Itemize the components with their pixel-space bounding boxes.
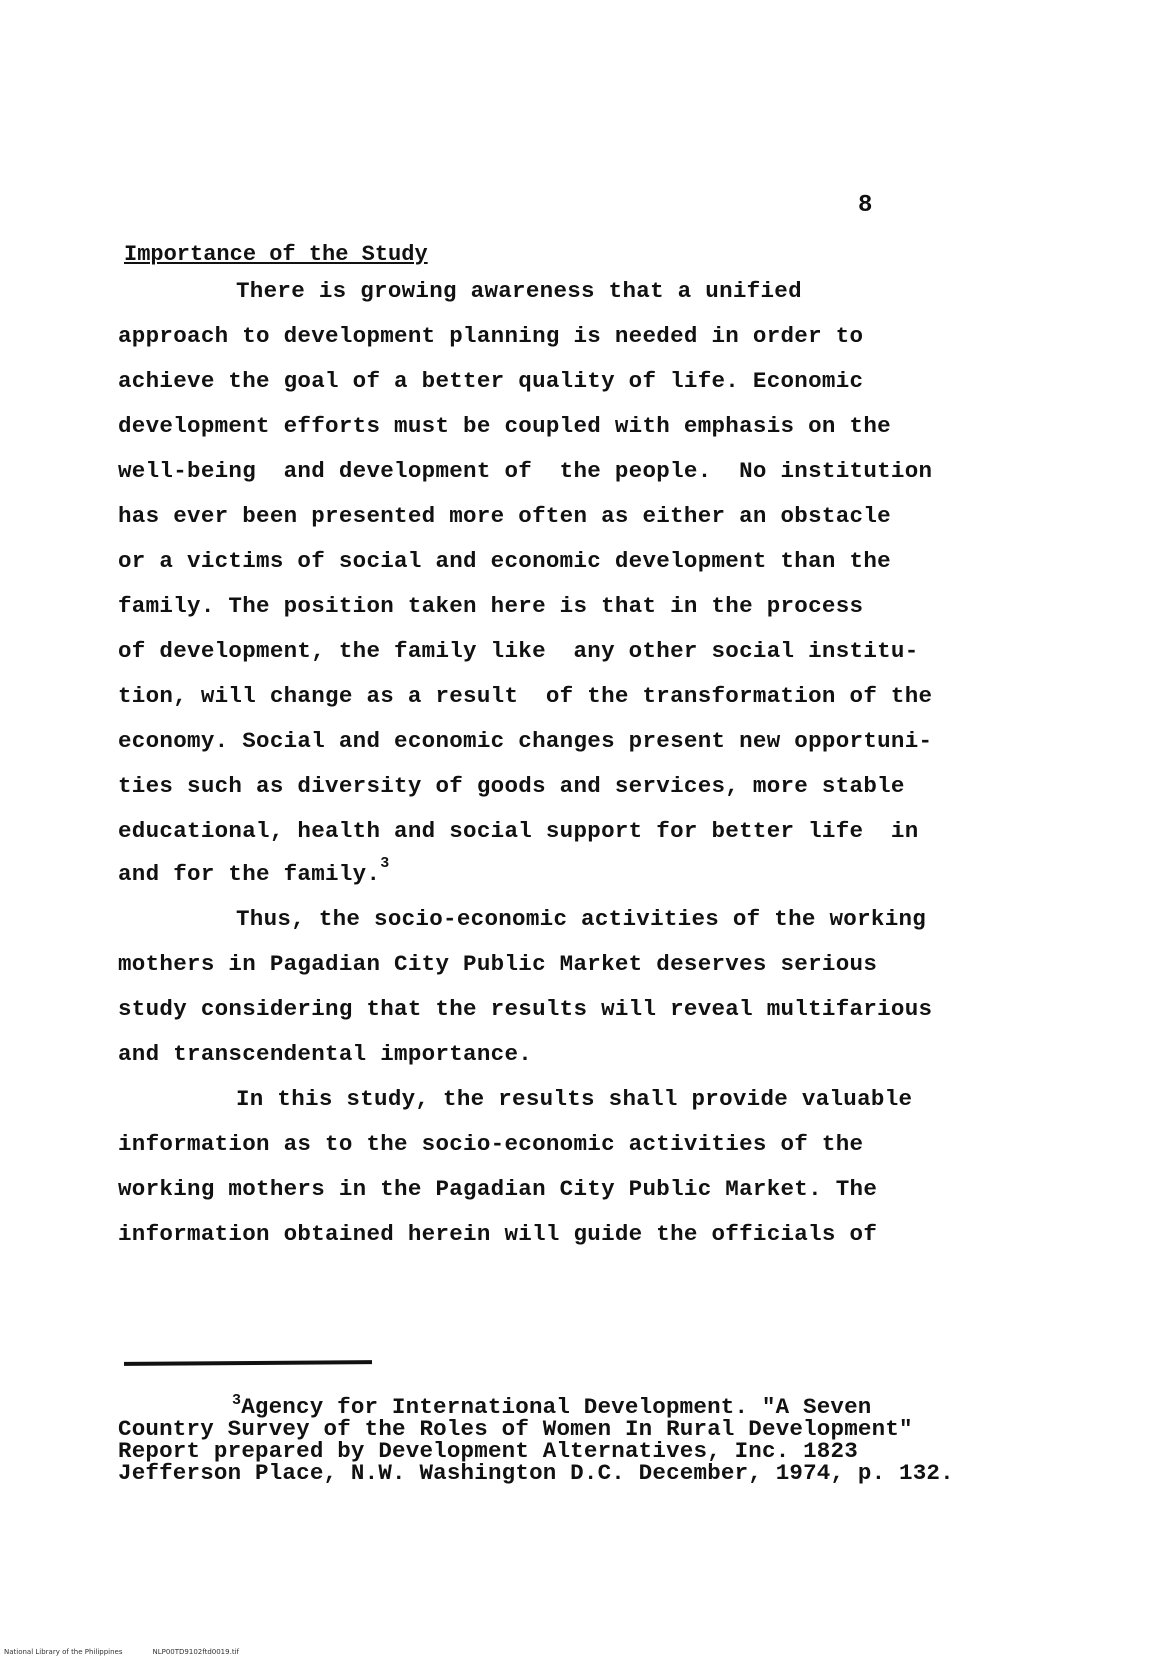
body-line: study considering that the results will reveal multifarious [118, 996, 933, 1022]
body-line: working mothers in the Pagadian City Public Market. The [118, 1176, 878, 1202]
body-line-text: and for the family. [118, 861, 381, 887]
body-line: Thus, the socio-economic activities of the working [236, 906, 927, 932]
scan-footer [4, 1648, 269, 1656]
body-line: well-being and development of the people. No institution [118, 458, 933, 484]
footnote-line: Jefferson Place, N.W. Washington D.C. December, 1974, p. 132. [118, 1460, 954, 1486]
body-line: tion, will change as a result of the transformation of the [118, 683, 933, 709]
body-line: has ever been presented more often as either an obstacle [118, 503, 891, 529]
footnote-line-text: Agency for International Development. "A Seven [241, 1394, 872, 1420]
footnote-line: Report prepared by Development Alternatives, Inc. 1823 [118, 1438, 858, 1464]
footnote-line [232, 1392, 872, 1420]
footnote-separator [124, 1360, 372, 1366]
footnote-line: Country Survey of the Roles of Women In Rural Development" [118, 1416, 913, 1442]
library-name: National Library of the Philippines [4, 1648, 123, 1656]
body-line: of development, the family like any other social institu- [118, 638, 919, 664]
body-line: There is growing awareness that a unified [236, 278, 802, 304]
body-line: information as to the socio-economic activities of the [118, 1131, 864, 1157]
body-line: economy. Social and economic changes present new opportuni- [118, 728, 933, 754]
file-id: NLP00TD9102ftd0019.tif [152, 1648, 239, 1656]
body-line: or a victims of social and economic development than the [118, 548, 891, 574]
section-heading: Importance of the Study [124, 242, 428, 267]
body-line-with-footnote-ref [118, 855, 390, 887]
body-line: and transcendental importance. [118, 1041, 533, 1067]
body-line: mothers in Pagadian City Public Market deserves serious [118, 951, 878, 977]
page-number: 8 [858, 192, 873, 219]
body-line: approach to development planning is needed in order to [118, 323, 864, 349]
footnote-reference: 3 [380, 855, 390, 872]
body-line: achieve the goal of a better quality of life. Economic [118, 368, 864, 394]
footnote-marker: 3 [232, 1392, 242, 1409]
body-line: family. The position taken here is that in the process [118, 593, 864, 619]
body-line: ties such as diversity of goods and services, more stable [118, 773, 905, 799]
body-line: development efforts must be coupled with emphasis on the [118, 413, 891, 439]
body-line: educational, health and social support for better life in [118, 818, 919, 844]
body-line: In this study, the results shall provide valuable [236, 1086, 913, 1112]
body-line: information obtained herein will guide the officials of [118, 1221, 878, 1247]
